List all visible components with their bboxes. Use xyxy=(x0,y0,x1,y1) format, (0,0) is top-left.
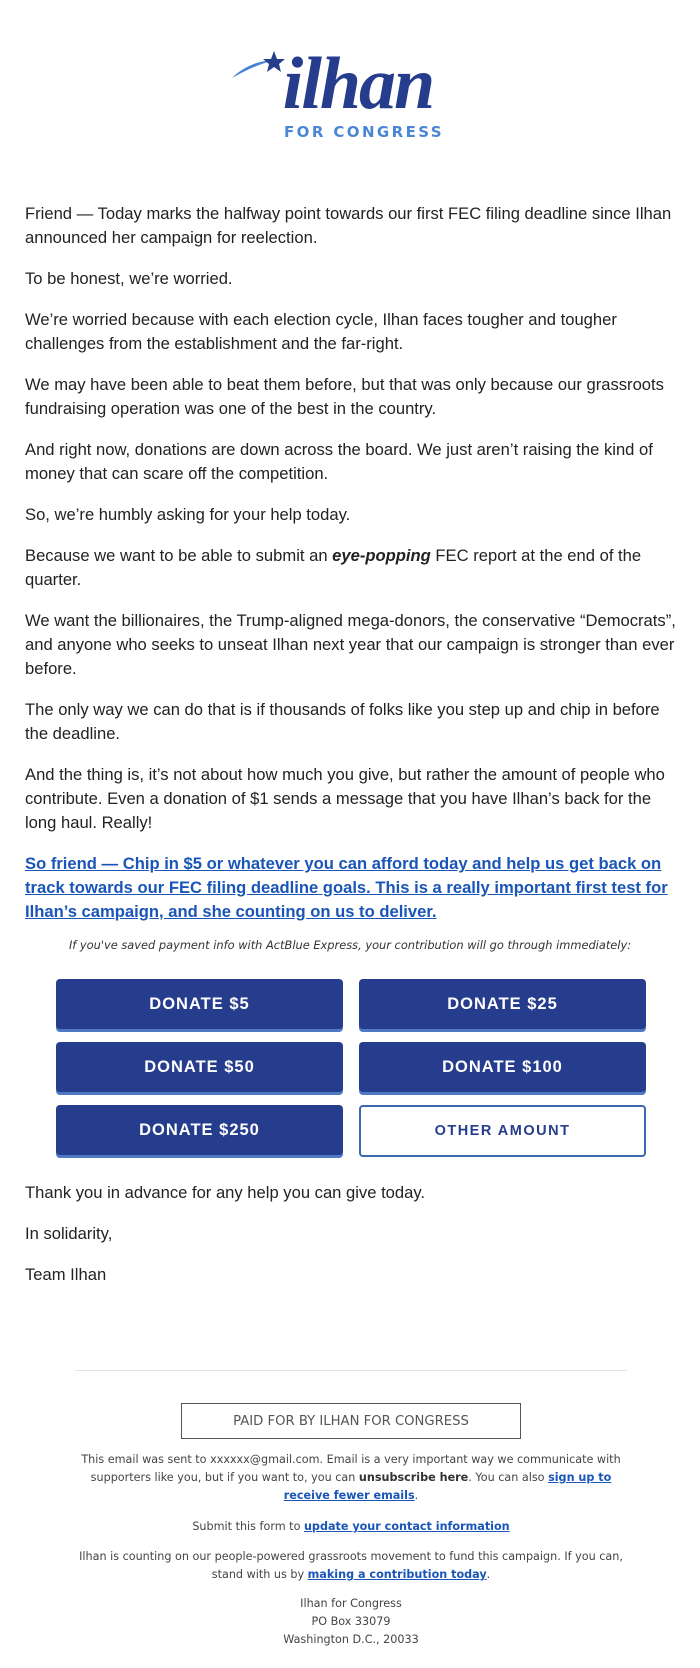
body-paragraph-5: And right now, donations are down across the board. We just aren’t raising the kind of money that can scare off the competition. xyxy=(25,440,653,483)
contribution-link[interactable]: making a contribution today xyxy=(307,1568,487,1581)
footer-email-notice xyxy=(75,1451,627,1505)
actblue-express-note: If you've saved payment info with ActBlue Express, your contribution will go through immediately: xyxy=(68,938,632,952)
email-closing xyxy=(25,1181,675,1304)
footer-address xyxy=(75,1595,627,1649)
logo-tagline: FOR CONGRESS xyxy=(284,123,444,141)
sent-to-prefix: This email was sent to xyxy=(81,1453,211,1466)
logo-wordmark: ilhan xyxy=(282,43,434,125)
address-line-1: Ilhan for Congress xyxy=(300,1597,402,1610)
sent-to-mid: . Email is a very important way we communicate with supporters like you, but if you want to, you can xyxy=(90,1453,621,1484)
body-paragraph-7-start: Because we want to be able to submit an xyxy=(25,546,333,565)
thank-you-text: Thank you in advance for any help you can give today. xyxy=(25,1183,426,1202)
sent-to-end: . xyxy=(414,1489,419,1502)
body-paragraph-7 xyxy=(25,544,681,592)
body-paragraph-6: So, we’re humbly asking for your help today. xyxy=(25,505,351,524)
body-paragraph-7-end: FEC report at the end of the quarter. xyxy=(25,546,642,589)
address-line-2: PO Box 33079 xyxy=(311,1615,391,1628)
footer-divider xyxy=(75,1370,627,1371)
campaign-logo xyxy=(0,40,700,150)
sent-to-mid2: . You can also xyxy=(468,1471,549,1484)
body-paragraph-8: We want the billionaires, the Trump-aligned mega-donors, the conservative “Democrats”, and anyone who seeks to unseat Ilhan next year that our campaign is stronger than ever before. xyxy=(25,611,676,678)
donate-5-button[interactable]: DONATE $5 xyxy=(56,979,343,1029)
body-paragraph-9: The only way we can do that is if thousands of folks like you step up and chip in before the deadline. xyxy=(25,700,660,743)
footer-update-contact xyxy=(75,1518,627,1536)
counting-prefix: Ilhan is counting on our people-powered grassroots movement to fund this campaign. If you can, stand with us by xyxy=(79,1550,623,1581)
email-body xyxy=(25,202,681,924)
body-paragraph-1: Friend — Today marks the halfway point towards our first FEC filing deadline since Ilhan announced her campaign for reelection. xyxy=(25,204,672,247)
submit-prefix: Submit this form to xyxy=(192,1520,304,1533)
signoff-text: In solidarity, xyxy=(25,1224,113,1243)
unsubscribe-link[interactable]: unsubscribe here xyxy=(358,1471,469,1484)
body-paragraph-3: We’re worried because with each election cycle, Ilhan faces tougher and tougher challenges from the establishment and the far-right. xyxy=(25,310,617,353)
donate-25-button[interactable]: DONATE $25 xyxy=(359,979,646,1029)
address-line-3: Washington D.C., 20033 xyxy=(283,1633,419,1646)
body-paragraph-2: To be honest, we’re worried. xyxy=(25,269,233,288)
fewer-emails-link[interactable]: sign up to receive fewer emails xyxy=(283,1471,612,1502)
star-icon xyxy=(263,51,285,72)
donate-250-button[interactable]: DONATE $250 xyxy=(56,1105,343,1155)
footer-contribution-notice xyxy=(75,1548,627,1584)
chip-in-cta-link[interactable]: So friend — Chip in $5 or whatever you can afford today and help us get back on track towards our FEC filing deadline goals. This is a really important first test for Ilhan’s campaign, and she counting on us to deliver. xyxy=(25,854,668,921)
donate-100-button[interactable]: DONATE $100 xyxy=(359,1042,646,1092)
update-contact-link[interactable]: update your contact information xyxy=(303,1520,510,1533)
recipient-email: xxxxxx@gmail.com xyxy=(210,1453,320,1466)
other-amount-button[interactable]: OTHER AMOUNT xyxy=(359,1105,646,1157)
body-paragraph-4: We may have been able to beat them before, but that was only because our grassroots fundraising operation was one of the best in the country. xyxy=(25,375,664,418)
counting-end: . xyxy=(486,1568,491,1581)
ilhan-logo-icon xyxy=(230,40,470,145)
body-paragraph-10: And the thing is, it’s not about how much you give, but rather the amount of people who contribute. Even a donation of $1 sends a message that you have Ilhan’s back for the long haul. Really! xyxy=(25,765,665,832)
paid-for-disclaimer: PAID FOR BY ILHAN FOR CONGRESS xyxy=(181,1403,521,1439)
donate-50-button[interactable]: DONATE $50 xyxy=(56,1042,343,1092)
signature-text: Team Ilhan xyxy=(25,1265,107,1284)
eye-popping-emphasis: eye-popping xyxy=(332,546,431,565)
